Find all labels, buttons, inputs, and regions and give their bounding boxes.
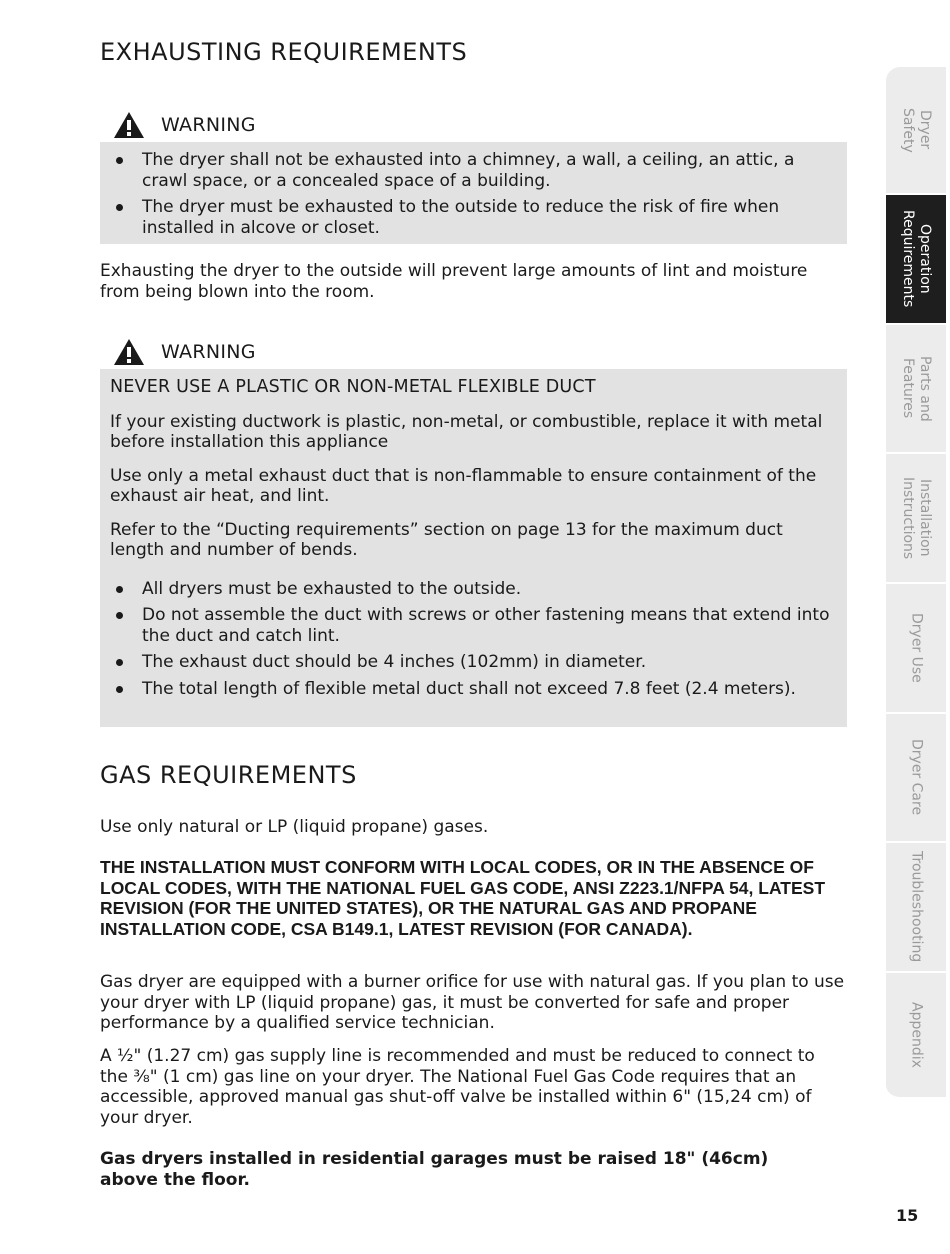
- tab-label: Troubleshooting: [908, 851, 925, 963]
- page-number: 15: [896, 1206, 919, 1225]
- warning-2-label: WARNING: [161, 341, 256, 363]
- gas-supply-paragraph: A ½" (1.27 cm) gas supply line is recommended and must be reduced to connect to the ⅜" (1 cm) gas line on your dryer. The National Fuel Gas Code requires that an accessible, approved manual gas shut-off valve be installed within 6" (15,24 cm) of your dryer.: [100, 1046, 815, 1128]
- warning-1-label: WARNING: [161, 114, 256, 136]
- warning-triangle-icon: [113, 338, 145, 366]
- warning-triangle-icon: [113, 111, 145, 139]
- warning-2-paragraph: Use only a metal exhaust duct that is non-flammable to ensure containment of the exhaust air heat, and lint.: [110, 465, 817, 506]
- warning-2-heading: NEVER USE A PLASTIC OR NON-METAL FLEXIBLE DUCT: [110, 377, 596, 397]
- gas-garage-note: Gas dryers installed in residential garages must be raised 18" (46cm) above the floor.: [100, 1149, 769, 1190]
- gas-intro: Use only natural or LP (liquid propane) gases.: [100, 817, 489, 837]
- tab-installation-instructions[interactable]: [886, 454, 946, 584]
- tab-label: Dryer Use: [908, 613, 925, 683]
- tab-label: Dryer Care: [908, 739, 925, 816]
- tab-dryer-use[interactable]: [886, 584, 946, 714]
- tab-label: Dryer Safety: [900, 107, 933, 153]
- exhausting-requirements-title: EXHAUSTING REQUIREMENTS: [100, 38, 468, 66]
- tab-label: Appendix: [908, 1002, 925, 1068]
- tab-parts-and-features[interactable]: [886, 325, 946, 454]
- warning-2-bullet: The exhaust duct should be 4 inches (102mm) in diameter.: [102, 652, 835, 673]
- gas-burner-paragraph: Gas dryer are equipped with a burner orifice for use with natural gas. If you plan to use your dryer with LP (liquid propane) gas, it must be converted for safe and proper performance by a qualified service technician.: [100, 972, 845, 1033]
- tab-dryer-care[interactable]: [886, 714, 946, 843]
- tab-label: Installation Instructions: [900, 476, 933, 560]
- warning-2-header: [113, 337, 256, 367]
- warning-2-bullet: Do not assemble the duct with screws or other fastening means that extend into the duct and catch lint.: [102, 605, 835, 646]
- tab-label: Operation Requirements: [900, 210, 933, 308]
- warning-1-bullet: The dryer must be exhausted to the outside to reduce the risk of fire when installed in alcove or closet.: [102, 197, 835, 238]
- warning-2-bullet: All dryers must be exhausted to the outside.: [102, 579, 835, 600]
- warning-2-paragraph: If your existing ductwork is plastic, non-metal, or combustible, replace it with metal before installation this appliance: [110, 411, 823, 452]
- exhaust-paragraph: Exhausting the dryer to the outside will prevent large amounts of lint and moisture from being blown into the room.: [100, 261, 808, 302]
- tab-appendix[interactable]: [886, 973, 946, 1099]
- tab-dryer-safety[interactable]: [886, 67, 946, 195]
- tab-label: Parts and Features: [900, 355, 933, 422]
- warning-2-box: [100, 369, 847, 727]
- warning-1-header: [113, 110, 256, 140]
- tab-troubleshooting[interactable]: [886, 843, 946, 973]
- warning-2-bullet: The total length of flexible metal duct shall not exceed 7.8 feet (2.4 meters).: [102, 679, 835, 700]
- tab-operation-requirements[interactable]: [886, 195, 946, 325]
- gas-code-notice: THE INSTALLATION MUST CONFORM WITH LOCAL CODES, OR IN THE ABSENCE OF LOCAL CODES, WITH THE NATIONAL FUEL GAS CODE, ANSI Z223.1/NFPA 54, LATEST REVISION (FOR THE UNITED STATES), OR THE NATURAL GAS AND PROPANE INSTALLATION CODE, CSA B149.1, LATEST REVISION (FOR CANADA).: [100, 857, 826, 939]
- warning-1-bullet: The dryer shall not be exhausted into a chimney, a wall, a ceiling, an attic, a crawl space, or a concealed space of a building.: [102, 150, 835, 191]
- warning-2-paragraph: Refer to the “Ducting requirements” section on page 13 for the maximum duct length and number of bends.: [110, 519, 783, 560]
- warning-1-box: [100, 142, 847, 244]
- gas-requirements-title: GAS REQUIREMENTS: [100, 761, 357, 789]
